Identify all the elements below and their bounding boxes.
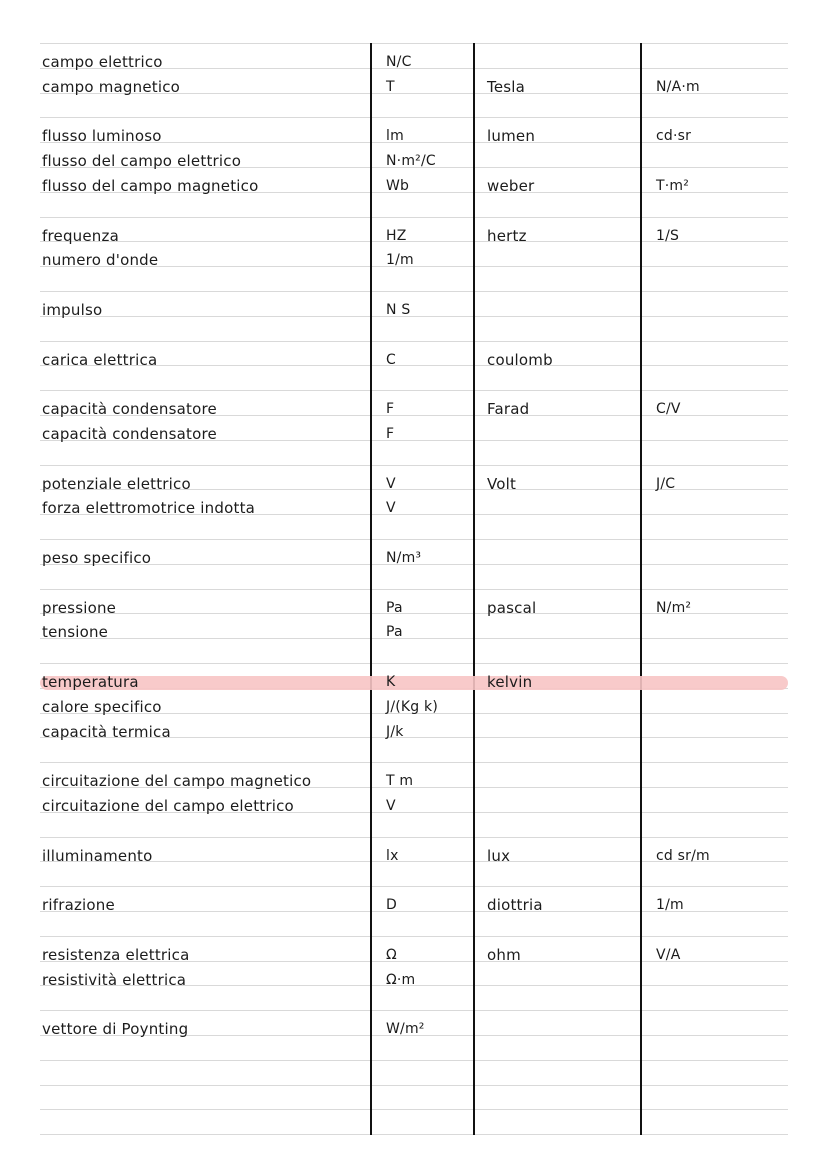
symbol-cell: D bbox=[386, 897, 397, 913]
unit-name-cell: weber bbox=[487, 177, 535, 195]
quantity-cell: capacità termica bbox=[42, 723, 171, 741]
symbol-cell: N·m²/C bbox=[386, 153, 436, 169]
quantity-cell: flusso del campo elettrico bbox=[42, 152, 242, 170]
equivalent-cell: C/V bbox=[656, 401, 681, 417]
quantity-cell: rifrazione bbox=[42, 896, 115, 914]
ruled-line bbox=[40, 936, 788, 937]
symbol-cell: HZ bbox=[386, 228, 407, 244]
ruled-line bbox=[40, 638, 788, 639]
symbol-cell: J/k bbox=[386, 724, 404, 740]
symbol-cell: W/m² bbox=[386, 1021, 425, 1037]
symbol-cell: V bbox=[386, 476, 396, 492]
symbol-cell: Wb bbox=[386, 178, 410, 194]
symbol-cell: N S bbox=[386, 302, 411, 318]
quantity-cell: temperatura bbox=[42, 673, 139, 691]
quantity-cell: potenziale elettrico bbox=[42, 475, 191, 493]
column-divider-2 bbox=[473, 43, 475, 1135]
quantity-cell: vettore di Poynting bbox=[42, 1020, 189, 1038]
symbol-cell: lx bbox=[386, 848, 399, 864]
unit-name-cell: Farad bbox=[487, 400, 530, 418]
ruled-line bbox=[40, 217, 788, 218]
quantity-cell: circuitazione del campo elettrico bbox=[42, 797, 294, 815]
symbol-cell: 1/m bbox=[386, 252, 414, 268]
quantity-cell: flusso luminoso bbox=[42, 127, 162, 145]
column-divider-3 bbox=[640, 43, 642, 1135]
quantity-cell: numero d'onde bbox=[42, 251, 159, 269]
quantity-cell: impulso bbox=[42, 301, 103, 319]
ruled-line bbox=[40, 1085, 788, 1086]
ruled-line bbox=[40, 589, 788, 590]
unit-name-cell: kelvin bbox=[487, 673, 533, 691]
symbol-cell: V bbox=[386, 500, 396, 516]
symbol-cell: lm bbox=[386, 128, 404, 144]
ruled-line bbox=[40, 1109, 788, 1110]
ruled-line bbox=[40, 316, 788, 317]
unit-name-cell: coulomb bbox=[487, 351, 553, 369]
quantity-cell: illuminamento bbox=[42, 847, 153, 865]
ruled-line bbox=[40, 291, 788, 292]
symbol-cell: Pa bbox=[386, 600, 403, 616]
ruled-line bbox=[40, 390, 788, 391]
quantity-cell: capacità condensatore bbox=[42, 400, 217, 418]
ruled-line bbox=[40, 1060, 788, 1061]
quantity-cell: calore specifico bbox=[42, 698, 162, 716]
quantity-cell: forza elettromotrice indotta bbox=[42, 499, 256, 517]
symbol-cell: Pa bbox=[386, 624, 403, 640]
equivalent-cell: V/A bbox=[656, 947, 681, 963]
symbol-cell: N/C bbox=[386, 54, 412, 70]
equivalent-cell: N/m² bbox=[656, 600, 692, 616]
quantity-cell: frequenza bbox=[42, 227, 119, 245]
equivalent-cell: cd sr/m bbox=[656, 848, 710, 864]
ruled-line bbox=[40, 837, 788, 838]
quantity-cell: resistività elettrica bbox=[42, 971, 187, 989]
symbol-cell: V bbox=[386, 798, 396, 814]
unit-name-cell: pascal bbox=[487, 599, 537, 617]
ruled-line bbox=[40, 886, 788, 887]
symbol-cell: C bbox=[386, 352, 396, 368]
symbol-cell: Ω bbox=[386, 947, 397, 963]
quantity-cell: circuitazione del campo magnetico bbox=[42, 772, 312, 790]
unit-name-cell: Volt bbox=[487, 475, 517, 493]
quantity-cell: capacità condensatore bbox=[42, 425, 217, 443]
unit-name-cell: lux bbox=[487, 847, 511, 865]
quantity-cell: carica elettrica bbox=[42, 351, 158, 369]
quantity-cell: campo elettrico bbox=[42, 53, 163, 71]
symbol-cell: T m bbox=[386, 773, 414, 789]
equivalent-cell: N/A·m bbox=[656, 79, 700, 95]
ruled-line bbox=[40, 117, 788, 118]
ruled-line bbox=[40, 43, 788, 44]
ruled-line bbox=[40, 663, 788, 664]
symbol-cell: F bbox=[386, 401, 395, 417]
unit-name-cell: diottria bbox=[487, 896, 543, 914]
unit-name-cell: lumen bbox=[487, 127, 536, 145]
ruled-line bbox=[40, 465, 788, 466]
ruled-line bbox=[40, 539, 788, 540]
equivalent-cell: 1/m bbox=[656, 897, 684, 913]
symbol-cell: N/m³ bbox=[386, 550, 422, 566]
ruled-line bbox=[40, 1134, 788, 1135]
equivalent-cell: T·m² bbox=[656, 178, 690, 194]
quantity-cell: resistenza elettrica bbox=[42, 946, 190, 964]
quantity-cell: campo magnetico bbox=[42, 78, 181, 96]
unit-name-cell: hertz bbox=[487, 227, 527, 245]
ruled-line bbox=[40, 341, 788, 342]
equivalent-cell: J/C bbox=[656, 476, 676, 492]
unit-name-cell: Tesla bbox=[487, 78, 526, 96]
equivalent-cell: cd·sr bbox=[656, 128, 692, 144]
quantity-cell: flusso del campo magnetico bbox=[42, 177, 259, 195]
symbol-cell: T bbox=[386, 79, 395, 95]
quantity-cell: pressione bbox=[42, 599, 117, 617]
symbol-cell: Ω·m bbox=[386, 972, 416, 988]
symbol-cell: K bbox=[386, 674, 396, 690]
ruled-line bbox=[40, 762, 788, 763]
symbol-cell: J/(Kg k) bbox=[386, 699, 438, 715]
unit-name-cell: ohm bbox=[487, 946, 521, 964]
ruled-line bbox=[40, 1010, 788, 1011]
temperatura-highlight bbox=[40, 676, 788, 690]
equivalent-cell: 1/S bbox=[656, 228, 680, 244]
column-divider-1 bbox=[370, 43, 372, 1135]
symbol-cell: F bbox=[386, 426, 395, 442]
quantity-cell: peso specifico bbox=[42, 549, 152, 567]
quantity-cell: tensione bbox=[42, 623, 109, 641]
